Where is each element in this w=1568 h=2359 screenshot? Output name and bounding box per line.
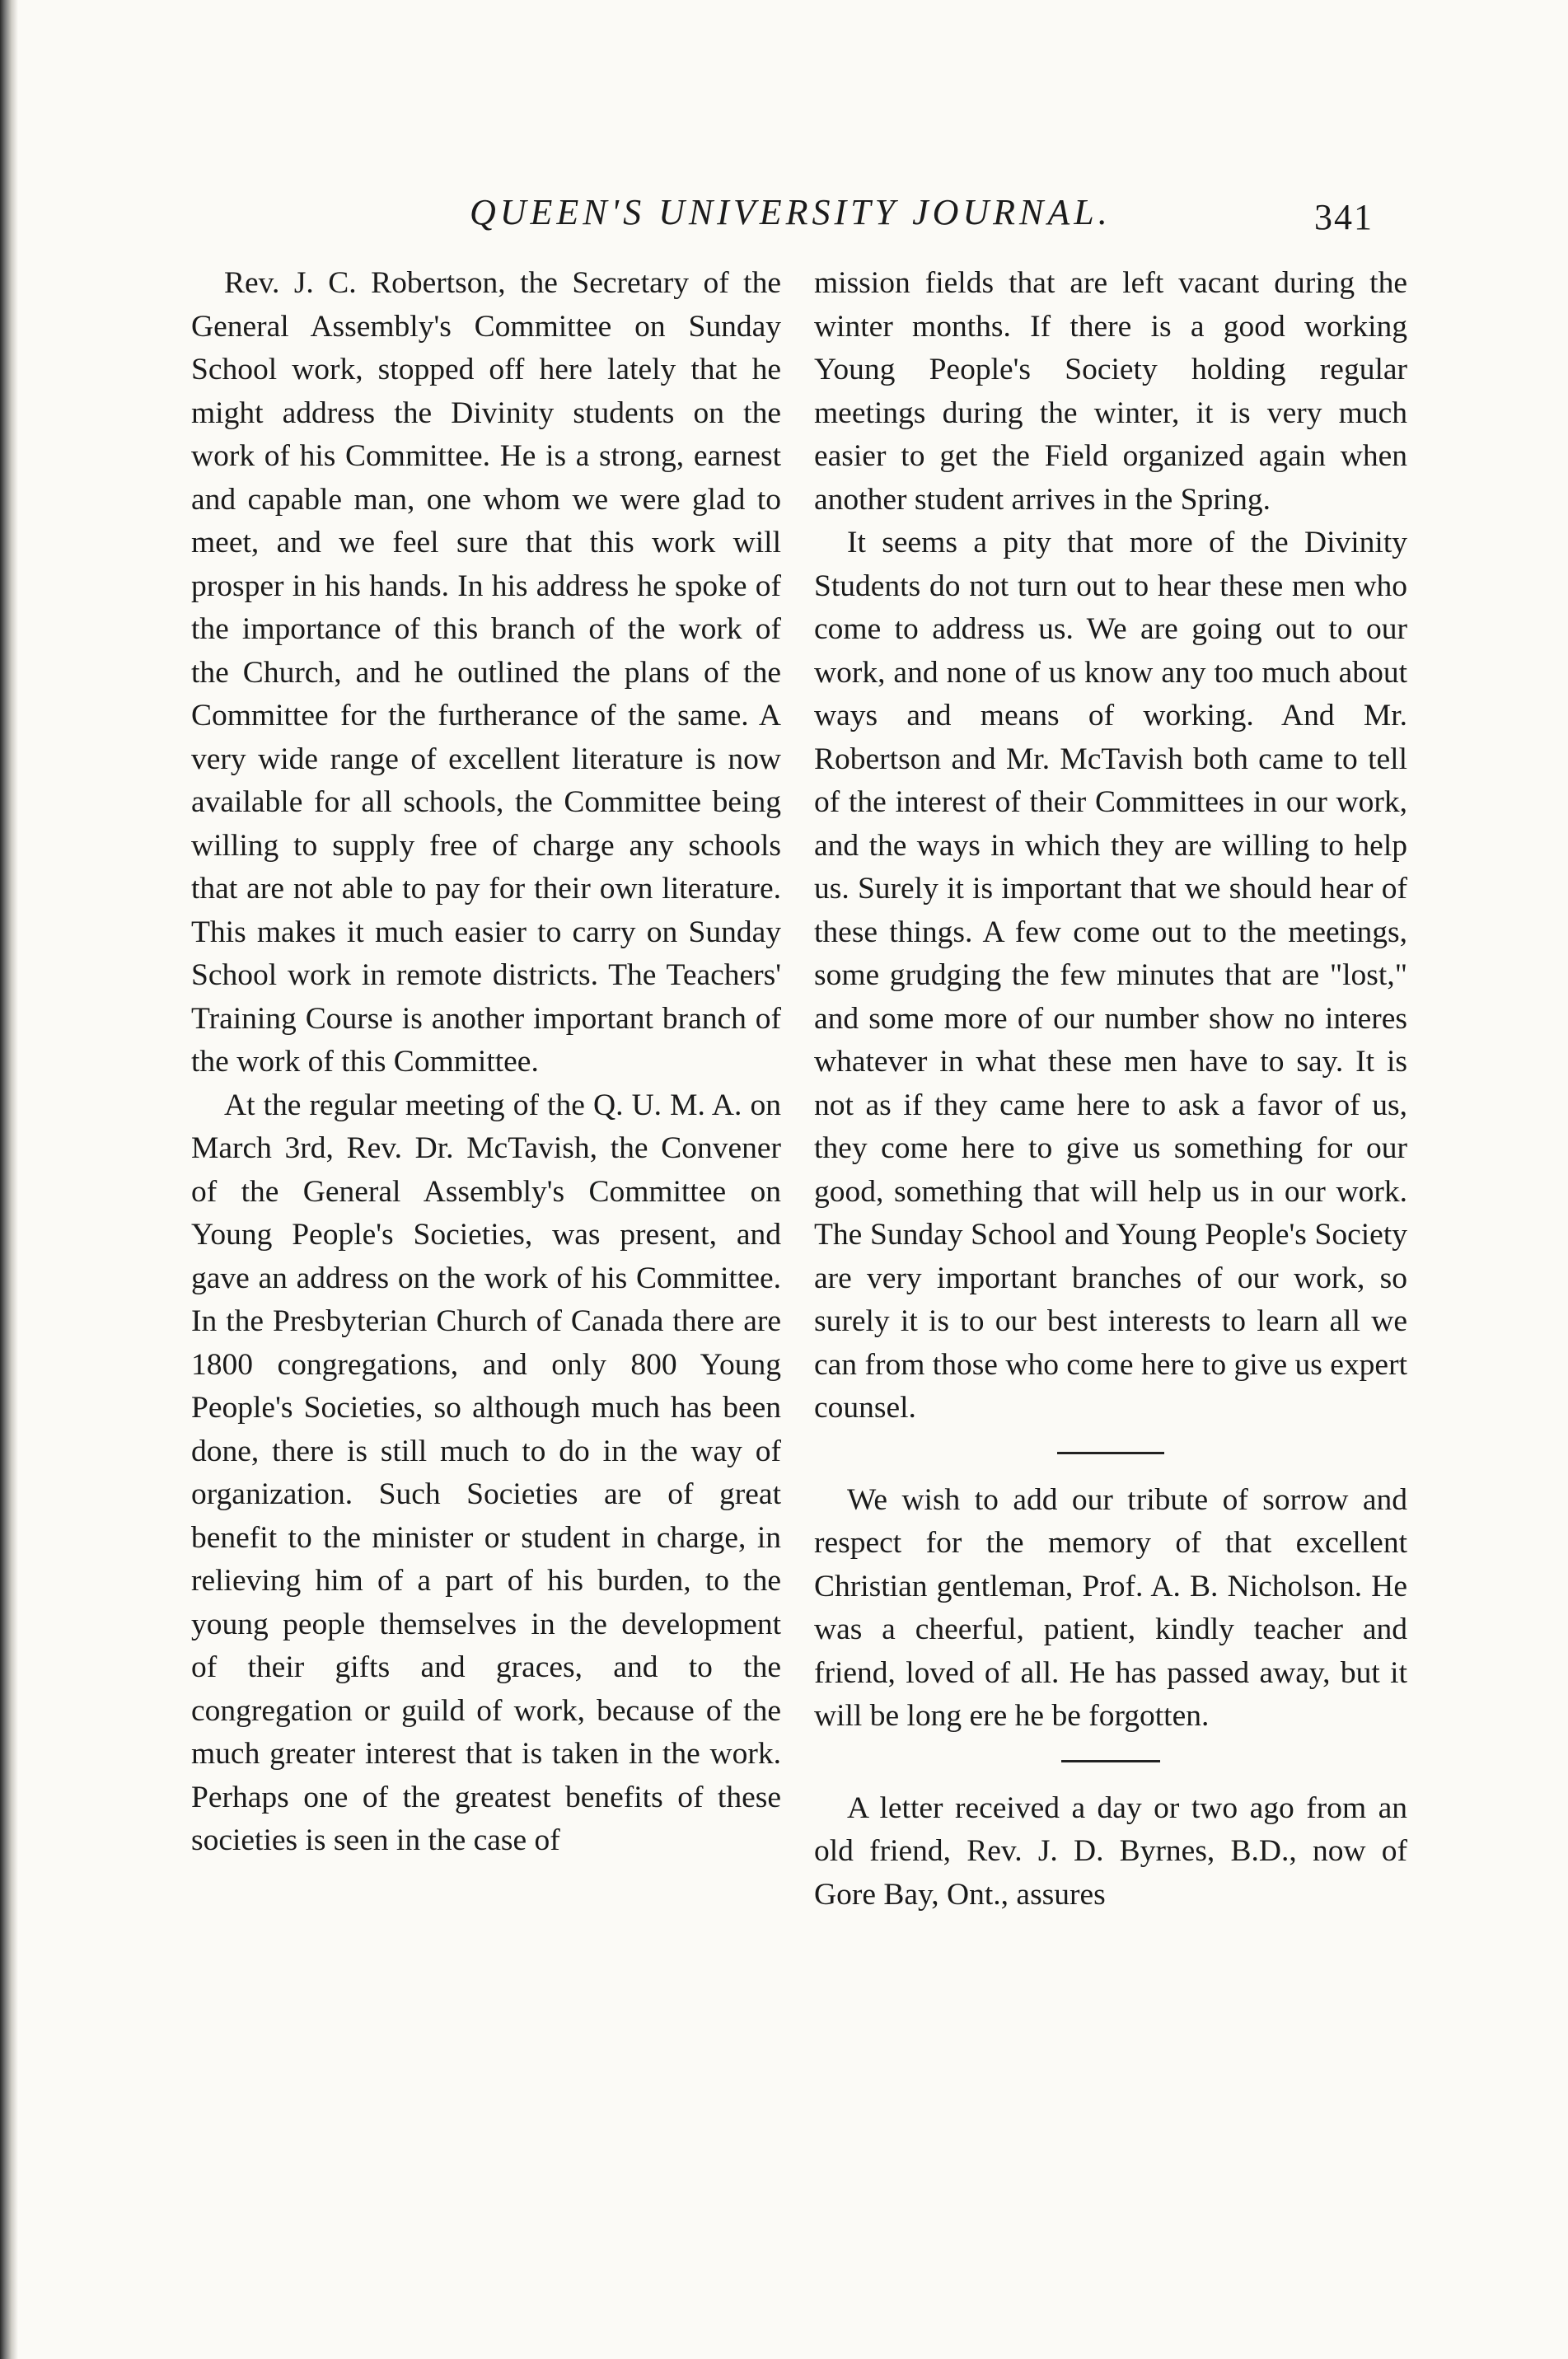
paragraph-divinity-students: It seems a pity that more of the Divinity Students do not turn out to hear these men who come to address us. We are going out to our work, and none of us know any too much about ways and means of working. And Mr. Robertson and Mr. McTavish both came to tell of the interest of their Committees in our work, and the ways in which they are willing to help us. Surely it is important that we should hear of these things. A few come out to the meetings, some grudging the few minutes that are "lost," and some more of our number show no interes whatever in what these men have to say. It is not as if they came here to ask a favor of us, they come here to give us something for our good, something that will help us in our work. The Sunday School and Young People's Society are very important branches of our work, so surely it is to our best interests to learn all we can from those who come here to give us expert counsel. (814, 526, 1407, 1425)
page-binding-edge (0, 0, 18, 2359)
section-divider (1061, 1760, 1160, 1762)
running-head: QUEEN'S UNIVERSITY JOURNAL. (470, 192, 1112, 232)
paragraph-mission-fields-continued: mission fields that are left vacant during the winter months. If there is a good working Young People's Society holding regular meetings during the winter, it is very much easier to get the Field organized again when another student arrives in the Spring. (814, 266, 1407, 517)
paragraph-qu-ma-meeting: At the regular meeting of the Q. U. M. A. on March 3rd, Rev. Dr. McTavish, the Convener of the General Assembly's Committee on Young People's Societies, was present, and gave an address on the work of his Committee. In the Presbyterian Church of Canada there are 1800 congregations, and only 800 Young People's Societies, so although much has been done, there is still much to do in the way of organization. Such Societies are of great benefit to the minister or student in charge, in relieving him of a part of his burden, to the young people themselves in the development of their gifts and graces, and to the congregation or guild of work, because of the much greater interest that is taken in the work. Perhaps one of the greatest benefits of these societies is seen in the case of (191, 1088, 781, 1857)
paragraph-robertson: Rev. J. C. Robertson, the Secretary of the General Assembly's Committee on Sunday School work, stopped off here lately that he might address the Divinity students on the work of his Committee. He is a strong, earnest and capable man, one whom we were glad to meet, and we feel sure that this work will prosper in his hands. In his address he spoke of the importance of this branch of the work of the Church, and he outlined the plans of the Committee for the furtherance of the same. A very wide range of excellent literature is now available for all schools, the Committee being willing to supply free of charge any schools that are not able to pay for their own literature. This makes it much easier to carry on Sunday School work in remote districts. The Teachers' Training Course is another important branch of the work of this Committee. (191, 266, 781, 1079)
page-number: 341 (1314, 197, 1374, 237)
paragraph-tribute-nicholson: We wish to add our tribute of sorrow and respect for the memory of that excellent Christian gentleman, Prof. A. B. Nicholson. He was a cheerful, patient, kindly teacher and friend, loved of all. He has passed away, but it will be long ere he be forgotten. (814, 1482, 1407, 1733)
right-column (814, 262, 1407, 1917)
section-divider (1057, 1452, 1164, 1454)
paragraph-letter-byrnes: A letter received a day or two ago from an old friend, Rev. J. D. Byrnes, B.D., now of Gore Bay, Ont., assures (814, 1790, 1407, 1912)
left-column (191, 262, 781, 1863)
